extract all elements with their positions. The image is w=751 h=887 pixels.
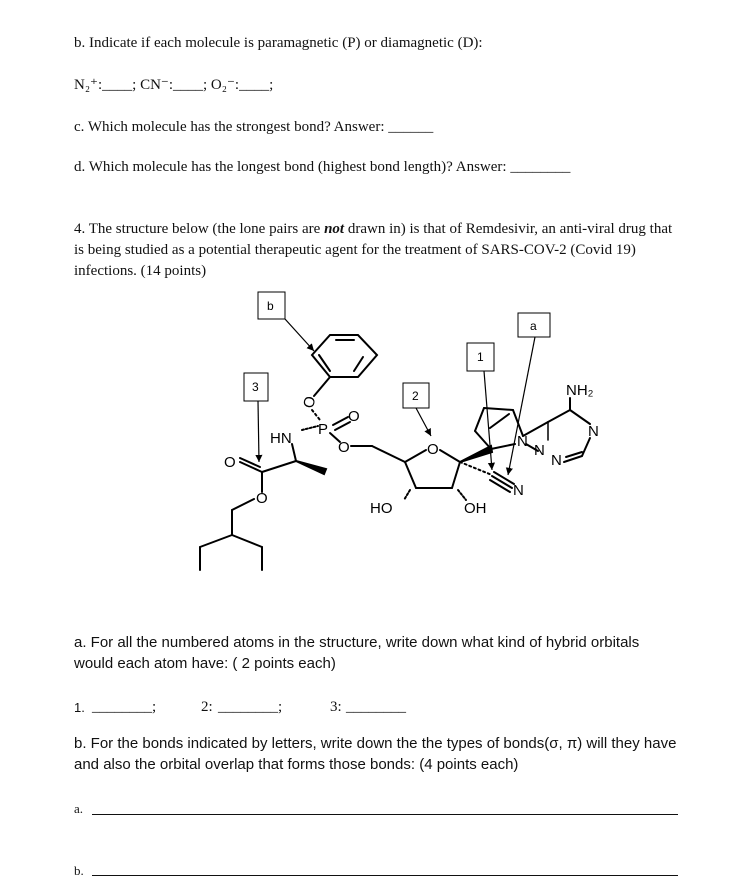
atom-n-azo: N	[551, 452, 562, 469]
atom-n-nitrile: N	[513, 482, 524, 499]
question-b-bond-types: b. For the bonds indicated by letters, write down the the types of bonds(σ, π) will they have and also the orbital overlap that forms those bonds: (4 points each)	[74, 735, 677, 773]
atom-o-ester-link: O	[338, 439, 350, 456]
answer-b-line	[92, 875, 678, 876]
arrow-b	[285, 319, 314, 351]
intro-text-start: 4. The structure below (the lone pairs are	[74, 221, 325, 237]
arrow-a	[508, 337, 535, 475]
atom-n-pyrrole: N	[517, 433, 528, 450]
o2-minus-blank: ____	[239, 77, 270, 93]
label-1-text: 1	[477, 350, 484, 364]
line-end: ;	[269, 77, 274, 93]
intro-emphasis: not	[324, 221, 345, 237]
question-d-blank: ________	[510, 159, 571, 175]
answer-1-blank: ________;	[92, 699, 157, 715]
o2-minus-label: ; O₂⁻:	[203, 77, 240, 93]
atom-o-phenoxy: O	[300, 395, 320, 410]
n2-plus-label: N₂⁺:	[74, 77, 103, 93]
question-d-text: d. Which molecule has the longest bond (highest bond length)? Answer:	[74, 159, 507, 175]
atom-o-ring: O	[427, 441, 439, 458]
answer-2-label: 2:	[201, 699, 213, 715]
atom-o-carbonyl: O	[224, 454, 236, 471]
answer-a-line	[92, 814, 678, 815]
intro-text-end: drawn in) is that of Remdesivir, an anti-viral drug that is being studied as a potential therapeutic agent for the treatment of SARS-COV-2 (Covid 19) infections. (14 points)	[74, 221, 673, 279]
arrow-2	[416, 408, 431, 436]
atom-n-triazine: N	[588, 423, 599, 440]
label-2-text: 2	[412, 389, 419, 403]
atom-nh2: NH₂	[566, 382, 594, 399]
atom-ho: HO	[370, 500, 393, 517]
cn-minus-blank: ____	[173, 77, 203, 93]
atom-p: P	[318, 421, 329, 438]
label-a-text: a	[530, 319, 537, 333]
question-c-text: c. Which molecule has the strongest bond? Answer:	[74, 119, 385, 135]
label-b-text: b	[267, 299, 274, 313]
phenyl-ring	[312, 335, 377, 377]
answer-3-blank: ________	[346, 699, 406, 715]
atom-o-double: O	[348, 408, 360, 425]
question-b-paramagnetic: b. Indicate if each molecule is paramagnetic (P) or diamagnetic (D):	[74, 35, 483, 51]
answer-b-label: b.	[74, 863, 84, 878]
atom-oh: OH	[464, 500, 487, 517]
answer-3-label: 3:	[330, 699, 342, 715]
atom-n-bridge: N	[534, 442, 545, 459]
atom-hn: HN	[270, 430, 292, 447]
label-3-text: 3	[252, 380, 259, 394]
atom-o-ester: O	[256, 490, 268, 507]
arrow-3	[258, 401, 259, 462]
answer-a-label: a.	[74, 801, 84, 816]
answer-2-blank: ________;	[218, 699, 283, 715]
question-a-hybrid-orbitals: a. For all the numbered atoms in the structure, write down what kind of hybrid orbitals would each atom have: ( 2 points each)	[74, 634, 640, 672]
n2-plus-blank: ____	[102, 77, 133, 93]
cn-minus-label: ; CN⁻:	[132, 77, 173, 93]
question-c-blank: ______	[388, 119, 434, 135]
answer-1-label: 1.	[74, 700, 85, 715]
